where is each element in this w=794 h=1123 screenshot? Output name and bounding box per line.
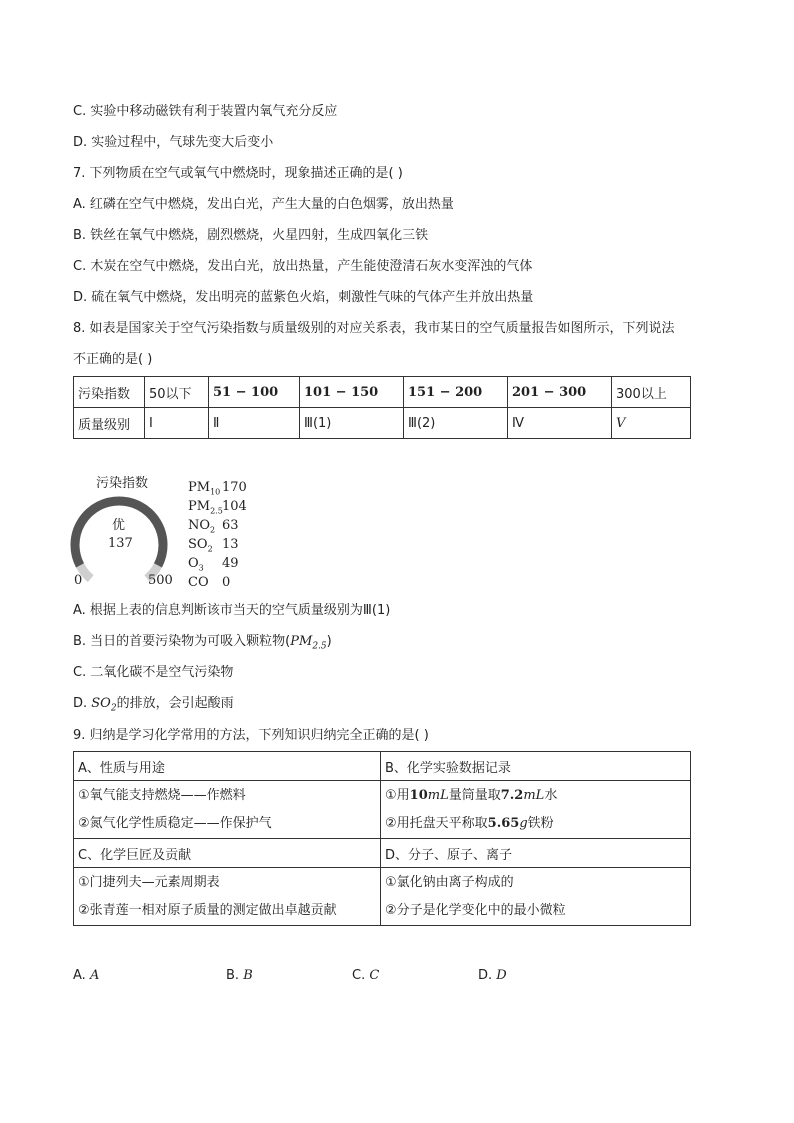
table-cell: 151 − 200: [404, 377, 508, 408]
gauge-max: 500: [148, 573, 173, 588]
q9-stem: 9. 归纳是学习化学常用的方法，下列知识归纳完全正确的是( ): [73, 728, 429, 743]
table-cell: [381, 868, 691, 926]
pollutant-sub: 10: [210, 487, 221, 497]
q9-choice-b[interactable]: B. B: [226, 968, 253, 983]
q9-choice-d[interactable]: D. D: [478, 968, 507, 983]
q8-option-b-text: B. 当日的首要污染物为可吸入颗粒物(: [73, 634, 291, 649]
gauge-center-word: 优: [112, 518, 126, 533]
q8-option-a: A. 根据上表的信息判断该市当天的空气质量级别为Ⅲ(1): [73, 603, 391, 618]
q7-option-d: D. 硫在氧气中燃烧，发出明亮的蓝紫色火焰，刺激性气味的气体产生并放出热量: [73, 290, 534, 305]
table-cell: Ⅰ: [145, 408, 209, 439]
pollutant-name: PM: [188, 499, 211, 514]
pollutant-value: 49: [222, 556, 239, 571]
table-cell: [74, 868, 381, 926]
pollutant-value: 104: [222, 499, 247, 514]
table-cell: D、分子、原子、离子: [381, 839, 691, 868]
gauge-value: 137: [108, 536, 133, 551]
table-cell: C、化学巨匠及贡献: [74, 839, 381, 868]
table-row: [74, 752, 691, 781]
q8-stem-line2: 不正确的是( ): [73, 352, 153, 367]
pollutant-name: O: [188, 556, 199, 571]
q8-option-d-sub: 2: [110, 703, 117, 714]
q8-option-d: D. $SO_2$的排放，会引起酸雨: [73, 696, 234, 714]
table-row: [74, 377, 691, 408]
table-cell: 50以下: [145, 377, 209, 408]
table-cell: Ⅲ(2): [404, 408, 508, 439]
table-cell: Ⅲ(1): [300, 408, 404, 439]
pollutant-sub: 2: [210, 525, 216, 535]
q8-option-c: C. 二氧化碳不是空气污染物: [73, 665, 234, 680]
pollutant-value: 13: [222, 537, 239, 552]
table-cell: 质量级别: [74, 408, 145, 439]
table-cell: Ⅱ: [209, 408, 300, 439]
pollutant-sub: 2: [207, 544, 213, 554]
q8-option-b-sub: 2.5: [312, 641, 327, 652]
pollutant-name: NO: [188, 518, 211, 533]
q8-option-b-math: PM: [290, 634, 313, 649]
pollutant-sub: 2.5: [210, 506, 223, 516]
gauge-fill: [75, 501, 163, 565]
cell-line: ②用托盘天平称取5.65g铁粉: [385, 815, 554, 831]
table-row: [74, 839, 691, 868]
q7-option-c: C. 木炭在空气中燃烧，发出白光，放出热量，产生能使澄清石灰水变浑浊的气体: [73, 259, 533, 274]
q8-option-d-text: 的排放，会引起酸雨: [116, 696, 234, 711]
table-row: [74, 781, 691, 839]
list-item: [188, 554, 252, 573]
summary-table: [73, 751, 691, 926]
q8-option-b: [73, 633, 332, 656]
table-cell: 201 − 300: [508, 377, 612, 408]
cell-line: ②分子是化学变化中的最小微粒: [385, 902, 566, 918]
gauge-title: 污染指数: [96, 476, 149, 491]
cell-line: ①氧气能支持燃烧——作燃料: [78, 787, 246, 803]
table-row: [74, 408, 691, 439]
table-cell: 101 − 150: [300, 377, 404, 408]
table-cell: 51 − 100: [209, 377, 300, 408]
table-cell: [381, 781, 691, 839]
q8-stem-line1: 8. 如表是国家关于空气污染指数与质量级别的对应关系表，我市某日的空气质量报告如图所示，下列说法: [73, 321, 675, 336]
pollutant-value: 63: [222, 518, 239, 533]
q8-option-b-close: ): [326, 634, 332, 649]
list-item: [188, 516, 252, 535]
pollutant-list: [188, 478, 252, 592]
cell-line: ①用10mL量筒量取7.2mL水: [385, 787, 558, 803]
table-row: [74, 868, 691, 926]
pollution-index-table: [73, 376, 691, 439]
q9-choice-c[interactable]: C. C: [352, 968, 380, 983]
pollutant-name: PM: [188, 480, 211, 495]
table-cell: B、化学实验数据记录: [381, 752, 691, 781]
q8-option-d-math: SO: [91, 696, 111, 711]
list-item: [188, 497, 252, 516]
table-cell: [74, 781, 381, 839]
pollutant-name: CO: [188, 575, 209, 590]
q7-option-a: A. 红磷在空气中燃烧，发出白光，产生大量的白色烟雾，放出热量: [73, 197, 454, 212]
pollutant-value: 170: [222, 480, 247, 495]
table-cell: Ⅳ: [508, 408, 612, 439]
pollutant-name: SO: [188, 537, 208, 552]
cell-line: ①门捷列夫—元素周期表: [78, 874, 220, 890]
table-cell: A、性质与用途: [74, 752, 381, 781]
cell-line: ②氮气化学性质稳定——作保护气: [78, 815, 272, 831]
table-cell: 300以上: [612, 377, 691, 408]
list-item: [188, 535, 252, 554]
gauge-min: 0: [74, 573, 83, 588]
pollutant-value: 0: [222, 575, 231, 590]
q7-option-b: B. 铁丝在氧气中燃烧，剧烈燃烧，火星四射，生成四氧化三铁: [73, 228, 429, 243]
table-cell: V: [612, 408, 691, 439]
pollutant-sub: 3: [198, 563, 204, 573]
q6-option-d: D. 实验过程中，气球先变大后变小: [73, 135, 274, 150]
cell-line: ②张青莲一相对原子质量的测定做出卓越贡献: [78, 902, 337, 918]
list-item: [188, 478, 252, 497]
table-cell: 污染指数: [74, 377, 145, 408]
cell-line: ①氯化钠由离子构成的: [385, 874, 514, 890]
q7-stem: 7. 下列物质在空气或氧气中燃烧时，现象描述正确的是( ): [73, 166, 403, 181]
list-item: [188, 573, 252, 592]
q9-choice-a[interactable]: A. A: [73, 968, 100, 983]
q6-option-c: C. 实验中移动磁铁有利于装置内氧气充分反应: [73, 104, 338, 119]
